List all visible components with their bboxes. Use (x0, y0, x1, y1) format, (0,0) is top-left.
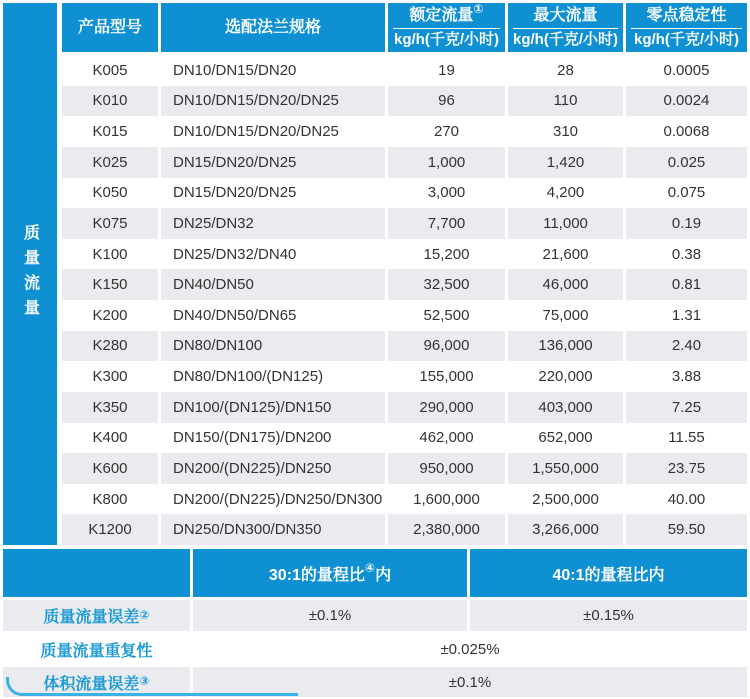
zero-stability-cell: 0.0005 (626, 55, 747, 86)
flange-cell: DN10/DN15/DN20/DN25 (161, 86, 385, 117)
table-row (62, 300, 747, 331)
max-flow-cell: 652,000 (508, 423, 623, 454)
rated-flow-cell: 32,500 (388, 269, 505, 300)
rated-flow-cell: 3,000 (388, 178, 505, 209)
turndown-30-post: 内 (375, 566, 392, 584)
zero-stability-title: 零点稳定性 (646, 6, 727, 24)
zero-stability-cell: 59.50 (626, 514, 747, 545)
rated-flow-cell: 7,700 (388, 208, 505, 239)
flange-cell: DN150/(DN175)/DN200 (161, 423, 385, 454)
rated-flow-cell: 1,000 (388, 147, 505, 178)
model-cell: K280 (62, 331, 158, 362)
mass-flow-error-text: 质量流量误差 (43, 609, 140, 626)
model-cell: K075 (62, 208, 158, 239)
table-row (62, 208, 747, 239)
rated-flow-cell: 19 (388, 55, 505, 86)
table-row (62, 178, 747, 209)
header-divider-line (631, 28, 742, 29)
model-cell: K100 (62, 239, 158, 270)
zero-stability-cell: 11.55 (626, 423, 747, 454)
flange-cell: DN15/DN20/DN25 (161, 147, 385, 178)
flange-header-label: 选配法兰规格 (224, 18, 321, 36)
repeatability-text: 质量流量重复性 (40, 642, 153, 660)
flange-cell: DN10/DN15/DN20 (161, 55, 385, 86)
table-main-area (62, 3, 747, 545)
model-cell: K025 (62, 147, 158, 178)
rated-flow-cell: 950,000 (388, 453, 505, 484)
model-cell: K400 (62, 423, 158, 454)
max-flow-cell: 110 (508, 86, 623, 117)
model-cell: K150 (62, 269, 158, 300)
model-cell: K800 (62, 484, 158, 515)
model-cell: K300 (62, 361, 158, 392)
max-flow-cell: 1,550,000 (508, 453, 623, 484)
max-flow-cell: 220,000 (508, 361, 623, 392)
table-row (62, 514, 747, 545)
flange-cell: DN40/DN50/DN65 (161, 300, 385, 331)
zero-stability-header-title (646, 7, 726, 25)
max-flow-header (508, 3, 623, 52)
mass-flow-error-40-value: ±0.15% (470, 600, 747, 631)
rated-flow-cell: 52,500 (388, 300, 505, 331)
repeatability-label (3, 634, 190, 664)
turndown-30-label (269, 562, 391, 585)
table-row (62, 453, 747, 484)
table-row (62, 239, 747, 270)
zero-stability-cell: 1.31 (626, 300, 747, 331)
volume-flow-error-value: ±0.1% (193, 667, 747, 697)
rated-flow-cell: 96 (388, 86, 505, 117)
flange-cell: DN200/(DN225)/DN250/DN300 (161, 484, 385, 515)
flange-cell: DN40/DN50 (161, 269, 385, 300)
turndown-header-spacer (3, 549, 190, 597)
zero-stability-cell: 0.0024 (626, 86, 747, 117)
rated-flow-header-title (409, 1, 484, 25)
rated-flow-cell: 2,380,000 (388, 514, 505, 545)
table-row (62, 116, 747, 147)
flange-cell: DN25/DN32 (161, 208, 385, 239)
max-flow-cell: 75,000 (508, 300, 623, 331)
rated-flow-cell: 15,200 (388, 239, 505, 270)
max-flow-cell: 4,200 (508, 178, 623, 209)
flange-cell: DN100/(DN125)/DN150 (161, 392, 385, 423)
rated-flow-unit: kg/h(千克/小时) (394, 30, 499, 48)
header-divider-line (393, 28, 500, 29)
max-flow-cell: 46,000 (508, 269, 623, 300)
zero-stability-cell: 3.88 (626, 361, 747, 392)
table-row (62, 86, 747, 117)
zero-stability-cell: 0.38 (626, 239, 747, 270)
side-label-text: 质量流量 (21, 224, 39, 324)
model-cell: K010 (62, 86, 158, 117)
volume-flow-error-label: 体积流量误差 ③ (3, 667, 190, 697)
model-header (62, 3, 158, 52)
turndown-30-header (193, 549, 467, 597)
flange-cell: DN200/(DN225)/DN250 (161, 453, 385, 484)
volume-flow-error-text: 体积流量误差 (43, 675, 140, 693)
header-divider-line (513, 28, 618, 29)
table-row (62, 484, 747, 515)
max-flow-cell: 2,500,000 (508, 484, 623, 515)
footnote-4-marker: ④ (364, 561, 376, 576)
mass-flow-side-label (3, 3, 57, 545)
flange-cell: DN15/DN20/DN25 (161, 178, 385, 209)
max-flow-cell: 28 (508, 55, 623, 86)
zero-stability-cell: 0.19 (626, 208, 747, 239)
zero-stability-cell: 0.81 (626, 269, 747, 300)
zero-stability-header (626, 3, 747, 52)
turndown-40-post: 内 (648, 566, 665, 584)
turndown-40-label (552, 562, 664, 585)
table-row (62, 331, 747, 362)
model-header-label: 产品型号 (77, 18, 142, 36)
footnote-1-marker: ① (473, 1, 484, 16)
repeatability-row (3, 634, 747, 664)
table-header-row (62, 3, 747, 52)
repeatability-value: ±0.025% (193, 634, 747, 664)
turndown-30-pre: 30:1的量程比 (268, 566, 365, 584)
model-cell: K1200 (62, 514, 158, 545)
max-flow-cell: 310 (508, 116, 623, 147)
flange-cell: DN25/DN32/DN40 (161, 239, 385, 270)
table-row (62, 269, 747, 300)
table-row (62, 361, 747, 392)
max-flow-cell: 136,000 (508, 331, 623, 362)
corner-accent-line (6, 677, 298, 696)
turndown-40-header (470, 549, 747, 597)
rated-flow-cell: 290,000 (388, 392, 505, 423)
flange-cell: DN10/DN15/DN20/DN25 (161, 116, 385, 147)
zero-stability-cell: 0.075 (626, 178, 747, 209)
rated-flow-cell: 155,000 (388, 361, 505, 392)
rated-flow-title: 额定流量 (409, 6, 474, 24)
table-row (62, 392, 747, 423)
zero-stability-cell: 23.75 (626, 453, 747, 484)
flange-cell: DN80/DN100/(DN125) (161, 361, 385, 392)
table-row (62, 55, 747, 86)
model-cell: K050 (62, 178, 158, 209)
rated-flow-cell: 270 (388, 116, 505, 147)
model-cell: K005 (62, 55, 158, 86)
zero-stability-cell: 0.0068 (626, 116, 747, 147)
model-cell: K200 (62, 300, 158, 331)
rated-flow-cell: 462,000 (388, 423, 505, 454)
rated-flow-cell: 1,600,000 (388, 484, 505, 515)
max-flow-cell: 403,000 (508, 392, 623, 423)
flange-header (161, 3, 385, 52)
max-flow-cell: 3,266,000 (508, 514, 623, 545)
zero-stability-cell: 40.00 (626, 484, 747, 515)
zero-stability-cell: 7.25 (626, 392, 747, 423)
table-row (62, 423, 747, 454)
rated-flow-cell: 96,000 (388, 331, 505, 362)
max-flow-cell: 1,420 (508, 147, 623, 178)
max-flow-cell: 11,000 (508, 208, 623, 239)
table-body (62, 55, 747, 545)
zero-stability-cell: 0.025 (626, 147, 747, 178)
table-row (62, 147, 747, 178)
flange-cell: DN80/DN100 (161, 331, 385, 362)
zero-stability-cell: 2.40 (626, 331, 747, 362)
turndown-header-row (3, 549, 747, 597)
flange-cell: DN250/DN300/DN350 (161, 514, 385, 545)
accuracy-table (3, 549, 747, 697)
model-cell: K015 (62, 116, 158, 147)
rated-flow-header (388, 3, 505, 52)
max-flow-unit: kg/h(千克/小时) (513, 30, 618, 48)
zero-stability-unit: kg/h(千克/小时) (634, 30, 739, 48)
mass-flow-error-label: 质量流量误差 ② (3, 600, 190, 631)
model-cell: K600 (62, 453, 158, 484)
max-flow-header-title (533, 7, 597, 25)
model-cell: K350 (62, 392, 158, 423)
turndown-40-pre: 40:1的量程比 (552, 566, 649, 584)
max-flow-cell: 21,600 (508, 239, 623, 270)
mass-flow-error-row (3, 600, 747, 631)
mass-flow-error-30-value: ±0.1% (193, 600, 467, 631)
max-flow-title: 最大流量 (533, 6, 598, 24)
